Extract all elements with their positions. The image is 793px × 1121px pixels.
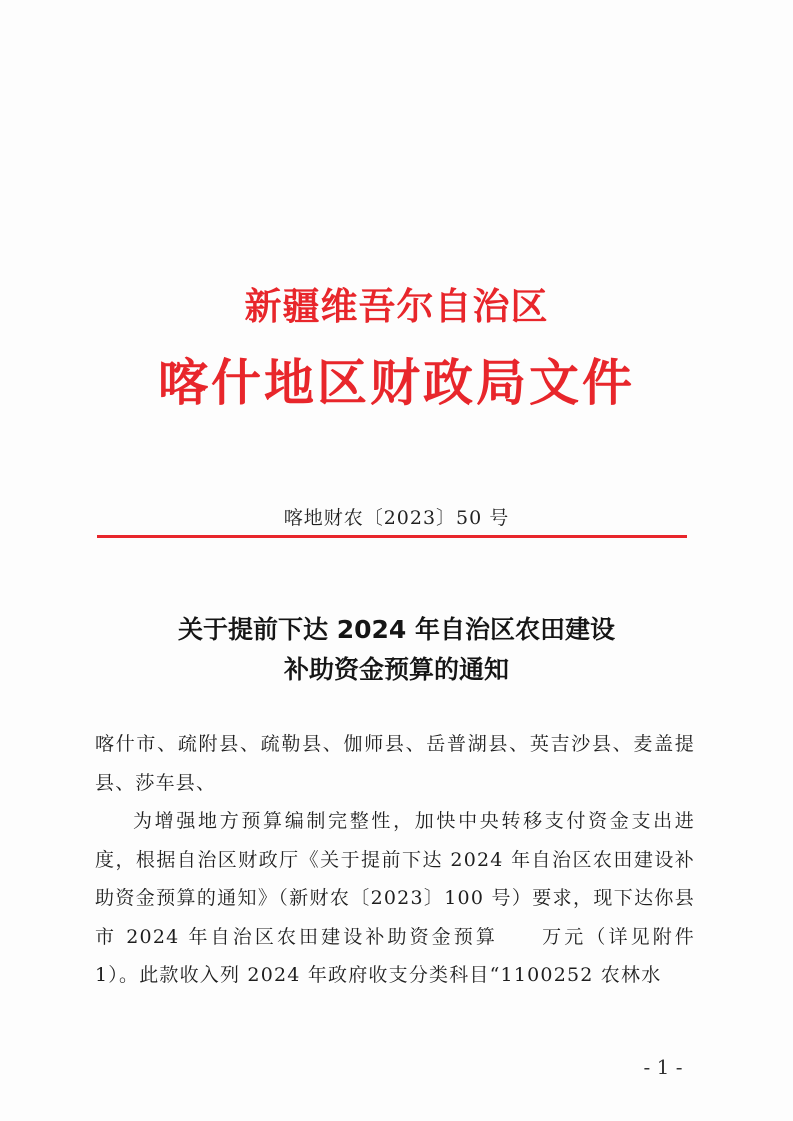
- issuer-region: 新疆维吾尔自治区: [244, 285, 549, 328]
- notice-body: [95, 725, 695, 995]
- notice-title: [0, 610, 793, 690]
- notice-title-line-2: 补助资金预算的通知: [283, 655, 509, 684]
- red-divider-line: [97, 535, 687, 538]
- notice-title-line-1: 关于提前下达 2024 年自治区农田建设: [178, 615, 615, 644]
- addressee-list: 喀什市、疏附县、疏勒县、伽师县、岳普湖县、英吉沙县、麦盖提县、莎车县、: [95, 733, 695, 794]
- issuer-office-title: 喀什地区财政局文件: [158, 354, 635, 412]
- document-number: 喀地财农〔2023〕50 号: [283, 507, 510, 529]
- page-number: - 1 -: [643, 1055, 683, 1079]
- body-paragraph-1: 为增强地方预算编制完整性，加快中央转移支付资金支出进度，根据自治区财政厅《关于提前下达 2024 年自治区农田建设补助资金预算的通知》（新财农〔2023〕100 号）要求，现下达你县市 2024 年自治区农田建设补助资金预算 万元（详见附件 1）。此款收入列 2024 年政府收支分类科目“1100252 农林水: [95, 810, 695, 986]
